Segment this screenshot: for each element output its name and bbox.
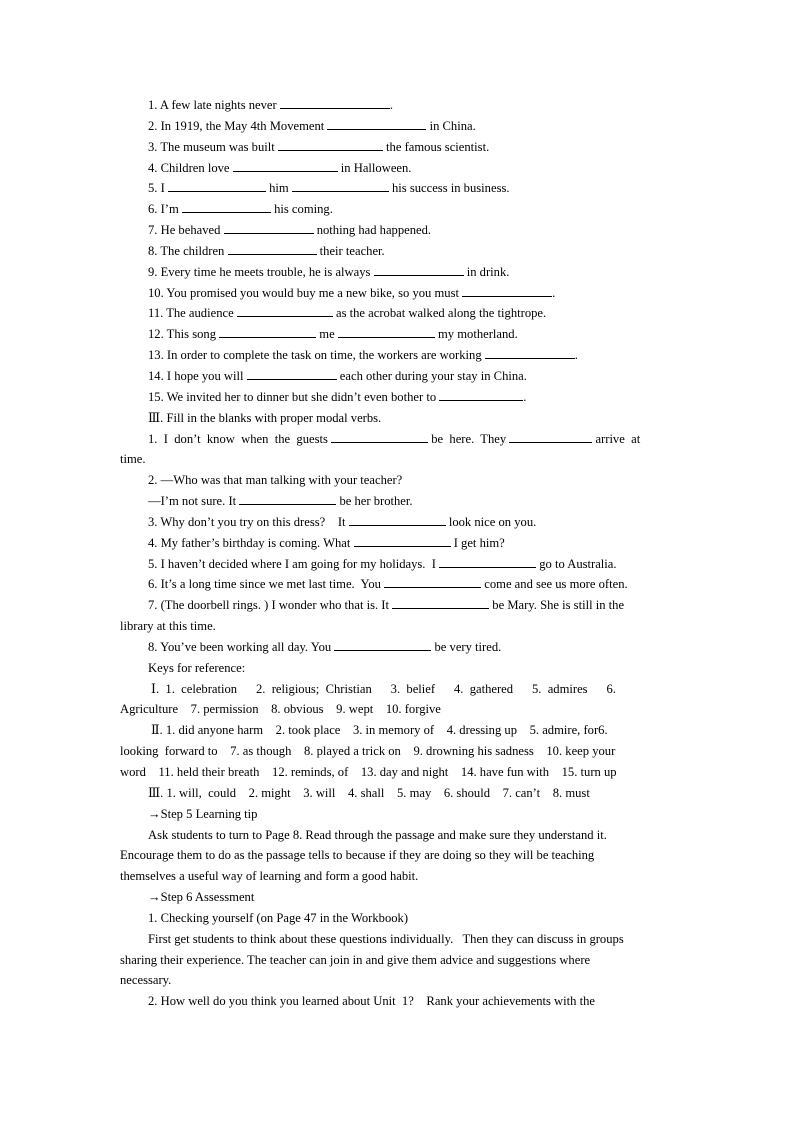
exercise-item: 7. He behaved nothing had happened. bbox=[148, 223, 432, 238]
exercise-item: 14. I hope you will each other during your stay in China. bbox=[148, 368, 527, 383]
key-line: looking forward to 7. as though 8. played a trick on 9. drowning his sadness 10. keep your bbox=[120, 744, 616, 759]
section-heading: Ⅲ. Fill in the blanks with proper modal verbs. bbox=[148, 410, 382, 425]
exercise-item: 3. Why don’t you try on this dress? It look nice on you. bbox=[148, 514, 537, 529]
key-line: Ⅰ. 1. celebration 2. religious; Christian 3. belief 4. gathered 5. admires 6. bbox=[151, 681, 616, 696]
answer-blank[interactable] bbox=[485, 348, 575, 359]
key-line: word 11. held their breath 12. reminds, of 13. day and night 14. have fun with 15. turn up bbox=[120, 765, 617, 779]
answer-blank[interactable] bbox=[237, 306, 333, 317]
exercise-item-continued: library at this time. bbox=[120, 619, 216, 634]
answer-blank[interactable] bbox=[384, 577, 481, 588]
exercise-item: 6. It’s a long time since we met last time. You come and see us more often. bbox=[148, 577, 628, 592]
key-line: Agriculture 7. permission 8. obvious 9. wept 10. forgive bbox=[120, 702, 441, 717]
paragraph-line: Encourage them to do as the passage tells to because if they are doing so they will be teaching bbox=[120, 848, 595, 863]
paragraph-line: themselves a useful way of learning and form a good habit. bbox=[120, 869, 419, 884]
exercise-item: 4. My father’s birthday is coming. What I get him? bbox=[148, 535, 505, 550]
keys-heading: Keys for reference: bbox=[148, 660, 246, 675]
answer-blank[interactable] bbox=[278, 140, 383, 151]
exercise-item: 9. Every time he meets trouble, he is always in drink. bbox=[148, 264, 510, 279]
exercise-item: 11. The audience as the acrobat walked along the tightrope. bbox=[148, 306, 547, 321]
exercise-item: 1. A few late nights never . bbox=[148, 98, 394, 112]
answer-blank[interactable] bbox=[219, 327, 316, 338]
exercise-item: 7. (The doorbell rings. ) I wonder who that is. It be Mary. She is still in the bbox=[148, 598, 625, 613]
exercise-item: 12. This song me my motherland. bbox=[148, 327, 518, 342]
answer-blank[interactable] bbox=[247, 369, 337, 380]
exercise-item: 5. I him his success in business. bbox=[148, 181, 510, 196]
answer-blank[interactable] bbox=[439, 390, 523, 401]
answer-blank[interactable] bbox=[280, 98, 390, 109]
answer-blank[interactable] bbox=[439, 557, 536, 568]
exercise-item: 2. In 1919, the May 4th Movement in China. bbox=[148, 118, 476, 133]
answer-blank[interactable] bbox=[233, 161, 338, 172]
answer-blank[interactable] bbox=[334, 640, 431, 651]
assessment-item: 2. How well do you think you learned about Unit 1? Rank your achievements with the bbox=[148, 994, 595, 1009]
exercise-item: 13. In order to complete the task on time, the workers are working . bbox=[148, 348, 578, 363]
paragraph-line: sharing their experience. The teacher can join in and give them advice and suggestions where bbox=[120, 952, 591, 967]
key-line: Ⅲ. 1. will, could 2. might 3. will 4. shall 5. may 6. should 7. can’t 8. must bbox=[148, 785, 590, 800]
answer-blank[interactable] bbox=[331, 432, 428, 443]
exercise-item: 3. The museum was built the famous scientist. bbox=[148, 139, 490, 154]
answer-blank[interactable] bbox=[182, 202, 271, 213]
answer-blank[interactable] bbox=[509, 432, 592, 443]
exercise-item: 6. I’m his coming. bbox=[148, 202, 333, 217]
answer-blank[interactable] bbox=[224, 223, 314, 234]
exercise-item: 2. —Who was that man talking with your teacher? bbox=[148, 473, 403, 488]
answer-blank[interactable] bbox=[327, 119, 426, 130]
step-heading: →Step 5 Learning tip bbox=[148, 806, 258, 821]
assessment-item: 1. Checking yourself (on Page 47 in the Workbook) bbox=[148, 910, 409, 925]
answer-blank[interactable] bbox=[239, 494, 336, 505]
worksheet-content bbox=[120, 95, 675, 1012]
exercise-item: —I’m not sure. It be her brother. bbox=[148, 494, 413, 509]
paragraph-line: First get students to think about these questions individually. Then they can discuss in groups bbox=[148, 931, 624, 946]
answer-blank[interactable] bbox=[292, 181, 389, 192]
exercise-item: 1. I don’t know when the guests be here. They arrive at bbox=[148, 431, 641, 446]
exercise-item: 8. The children their teacher. bbox=[148, 243, 385, 258]
exercise-item: 5. I haven’t decided where I am going for my holidays. I go to Australia. bbox=[148, 556, 617, 571]
paragraph-line: necessary. bbox=[120, 973, 172, 988]
answer-blank[interactable] bbox=[374, 265, 464, 276]
answer-blank[interactable] bbox=[349, 515, 446, 526]
answer-blank[interactable] bbox=[168, 181, 266, 192]
step-heading: →Step 6 Assessment bbox=[148, 890, 255, 905]
exercise-item-continued: time. bbox=[120, 452, 146, 467]
exercise-item: 10. You promised you would buy me a new bike, so you must . bbox=[148, 285, 556, 300]
answer-blank[interactable] bbox=[354, 536, 451, 547]
paragraph-line: Ask students to turn to Page 8. Read through the passage and make sure they understand it. bbox=[148, 827, 607, 842]
answer-blank[interactable] bbox=[392, 598, 489, 609]
exercise-item: 4. Children love in Halloween. bbox=[148, 160, 412, 175]
key-line: Ⅱ. 1. did anyone harm 2. took place 3. in memory of 4. dressing up 5. admire, for6. bbox=[151, 723, 608, 738]
answer-blank[interactable] bbox=[228, 244, 317, 255]
exercise-item: 8. You’ve been working all day. You be very tired. bbox=[148, 639, 502, 654]
answer-blank[interactable] bbox=[338, 327, 435, 338]
exercise-item: 15. We invited her to dinner but she didn’t even bother to . bbox=[148, 389, 527, 404]
answer-blank[interactable] bbox=[462, 286, 552, 297]
